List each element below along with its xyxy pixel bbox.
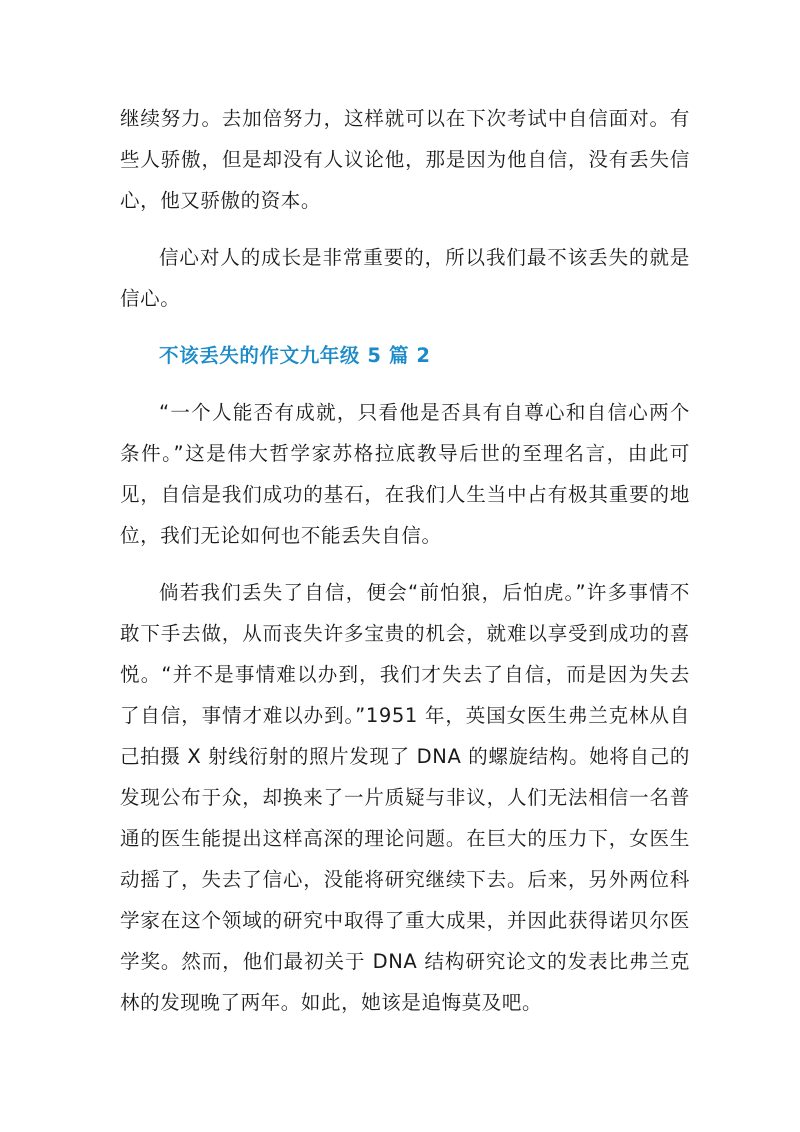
paragraph-gap — [120, 556, 690, 572]
paragraph-gap — [120, 376, 690, 392]
section-heading: 不该丢失的作文九年级 5 篇 2 — [159, 344, 431, 367]
paragraph-continuation: 继续努力。去加倍努力，这样就可以在下次考试中自信面对。有些人骄傲，但是却没有人议论他，那是因为他自信，没有丢失信心，他又骄傲的资本。 — [120, 107, 690, 212]
paragraph-story: 倘若我们丢失了自信，便会“前怕狼，后怕虎。”许多事情不敢下手去做，从而丧失许多宝贵的机会，就难以享受到成功的喜悦。“并不是事情难以办到，我们才失去了自信，而是因为失去了自信，事情才难以办到。”1951 年，英国女医生弗兰克林从自己拍摄 X 射线衍射的照片发现了 DNA 的螺旋结构。她将自己的发现公布于众，却换来了一片质疑与非议，人们无法相信一名普通的医生能提出这样高深的理论问题。在巨大的压力下，女医生动摇了，失去了信心，没能将研究继续下去。后来，另外两位科学家在这个领域的研究中取得了重大成果，并因此获得诺贝尔医学奖。然而，他们最初关于 DNA 结构研究论文的发表比弗兰克林的发现晚了两年。如此，她该是追悔莫及吧。 — [120, 581, 690, 1014]
paragraph-gap — [120, 221, 690, 237]
paragraph-conclusion: 信心对人的成长是非常重要的，所以我们最不该丢失的就是信心。 — [120, 246, 690, 310]
paragraph-quote: “一个人能否有成就，只看他是否具有自尊心和自信心两个条件。”这是伟大哲学家苏格拉底教导后世的至理名言，由此可见，自信是我们成功的基石，在我们人生当中占有极其重要的地位，我们无论如何也不能丢失自信。 — [120, 401, 690, 547]
paragraph-gap — [120, 319, 690, 335]
document-page — [120, 98, 690, 1023]
